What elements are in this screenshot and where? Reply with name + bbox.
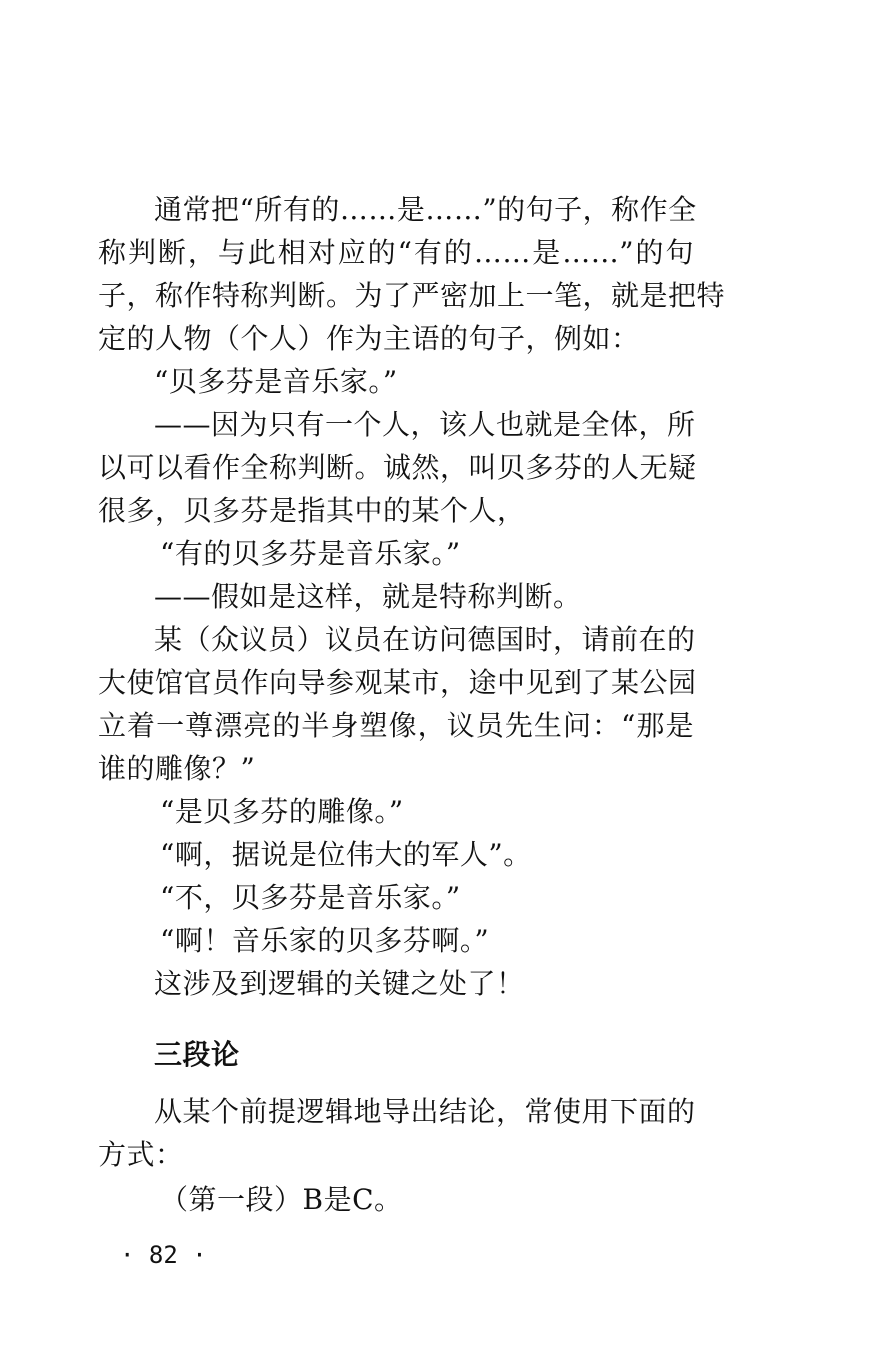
- dialogue-line: “是贝多芬的雕像。”: [160, 795, 404, 828]
- paragraph-line: ——假如是这样，就是特称判断。: [154, 580, 582, 613]
- paragraph-line: 谁的雕像？”: [98, 752, 256, 785]
- paragraph-line: ——因为只有一个人，该人也就是全体，所: [154, 408, 696, 441]
- page-number: · 82 ·: [120, 1241, 207, 1269]
- paragraph-line: 方式：: [98, 1138, 184, 1171]
- paragraph-line: 以可以看作全称判断。诚然，叫贝多芬的人无疑: [98, 451, 697, 484]
- paragraph-line: 定的人物（个人）作为主语的句子，例如：: [98, 322, 640, 355]
- dialogue-line: “不，贝多芬是音乐家。”: [160, 881, 461, 914]
- paragraph-line: 从某个前提逻辑地导出结论，常使用下面的: [154, 1095, 696, 1128]
- paragraph-line: （第一段）B是C。: [160, 1183, 403, 1216]
- paragraph-line: 通常把“所有的……是……”的句子，称作全: [154, 193, 697, 226]
- paragraph-line: 很多，贝多芬是指其中的某个人，: [98, 494, 526, 527]
- dialogue-line: “啊，据说是位伟大的军人”。: [160, 838, 532, 871]
- quote-line: “有的贝多芬是音乐家。”: [160, 537, 461, 570]
- paragraph-line: 称判断，与此相对应的“有的……是……”的句: [98, 236, 694, 269]
- paragraph-line: 子，称作特称判断。为了严密加上一笔，就是把特: [98, 279, 726, 312]
- paragraph-line: 立着一尊漂亮的半身塑像，议员先生问：“那是: [98, 709, 694, 742]
- paragraph-line: 这涉及到逻辑的关键之处了！: [154, 967, 525, 1000]
- quote-line: “贝多芬是音乐家。”: [154, 365, 398, 398]
- section-heading: 三段论: [154, 1038, 240, 1071]
- paragraph-line: 某（众议员）议员在访问德国时，请前在的: [154, 623, 696, 656]
- paragraph-line: 大使馆官员作向导参观某市，途中见到了某公园: [98, 666, 697, 699]
- dialogue-line: “啊！音乐家的贝多芬啊。”: [160, 924, 490, 957]
